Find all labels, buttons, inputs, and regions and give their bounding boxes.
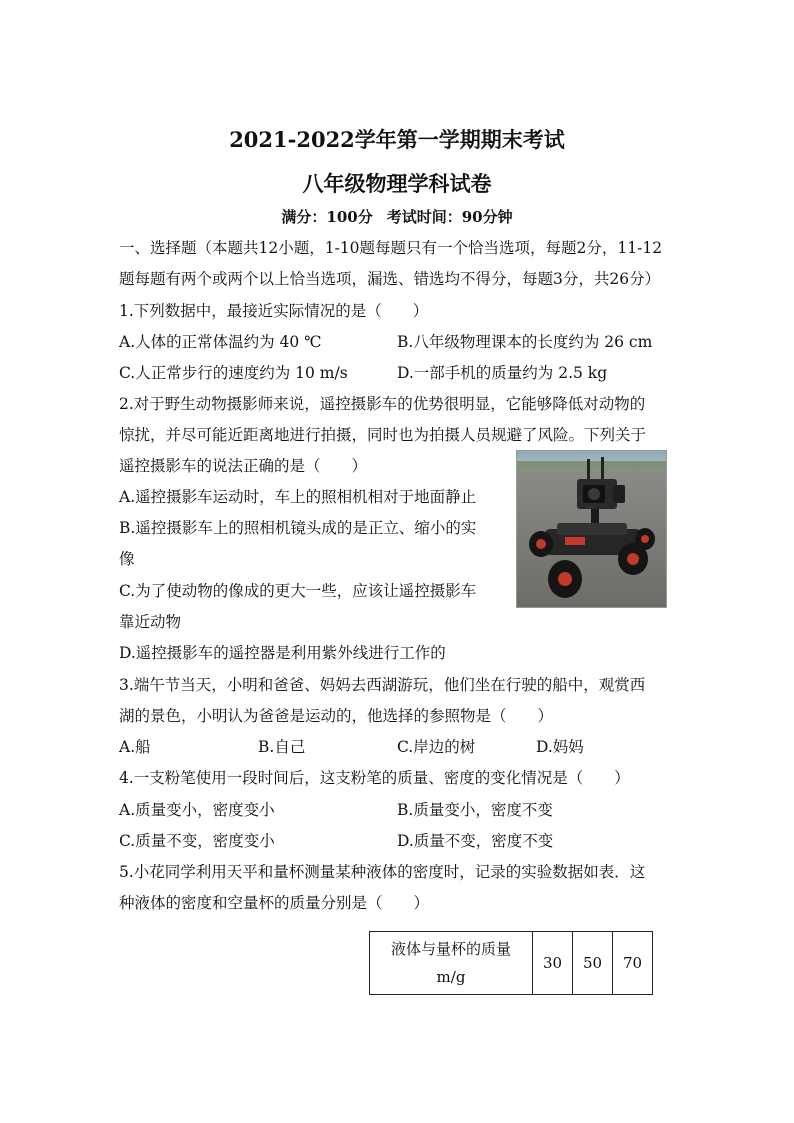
q5-stem-line1: 5.小花同学利用天平和量杯测量某种液体的密度时，记录的实验数据如表．这 [119,863,646,881]
q2-option-a: A.遥控摄影车运动时，车上的照相机相对于地面静止 [119,488,477,506]
exam-info [0,206,794,227]
q2-option-b-line2: 像 [119,550,135,568]
q1-option-c: C.人正常步行的速度约为 10 m/s [119,364,348,382]
table-row [370,932,653,995]
exam-subtitle: 八年级物理学科试卷 [302,171,492,196]
q1-stem: 1.下列数据中，最接近实际情况的是（ ） [119,302,429,320]
q5-stem-line2: 种液体的密度和空量杯的质量分别是（ ） [119,894,430,912]
experiment-data-table [369,931,653,995]
camera-car-photo [516,450,667,608]
q2-stem-line2: 惊扰，并尽可能近距离地进行拍摄，同时也为拍摄人员规避了风险。下列关于 [119,426,647,444]
q1-option-b: B.八年级物理课本的长度约为 26 cm [397,333,653,351]
table-cell: 50 [573,932,613,995]
q2-option-d: D.遥控摄影车的遥控器是利用紫外线进行工作的 [119,644,446,662]
table-header-unit: m/g [436,968,466,986]
exam-title: 2021-2022学年第一学期期末考试 [229,127,565,152]
q1-option-d: D.一部手机的质量约为 2.5 kg [397,364,608,382]
table-cell: 70 [613,932,653,995]
q3-option-c: C.岸边的树 [397,738,476,756]
q2-stem-line3: 遥控摄影车的说法正确的是（ ） [119,457,368,475]
q3-option-a: A.船 [119,738,151,756]
q4-option-b: B.质量变小，密度不变 [397,801,553,819]
q3-stem-line2: 湖的景色，小明认为爸爸是运动的，他选择的参照物是（ ） [119,707,554,725]
q2-stem-line1: 2.对于野生动物摄影师来说，遥控摄影车的优势很明显，它能够降低对动物的 [119,395,646,413]
section-instructions-line1: 一、选择题（本题共12小题，1-10题每题只有一个恰当选项，每题2分，11-12 [119,239,663,257]
q4-stem: 4.一支粉笔使用一段时间后，这支粉笔的质量、密度的变化情况是（ ） [119,769,630,787]
q4-option-c: C.质量不变，密度变小 [119,832,275,850]
q2-option-c-line1: C.为了使动物的像成的更大一些，应该让遥控摄影车 [119,582,477,600]
q4-option-d: D.质量不变，密度不变 [397,832,554,850]
exam-duration: 考试时间：90分钟 [386,208,513,226]
full-score: 满分：100分 [281,208,373,226]
q1-option-a: A.人体的正常体温约为 40 ℃ [119,333,322,351]
table-cell: 30 [533,932,573,995]
q2-option-b-line1: B.遥控摄影车上的照相机镜头成的是正立、缩小的实 [119,519,477,537]
q2-option-c-line2: 靠近动物 [119,613,182,631]
table-header-cell [370,932,533,995]
q3-stem-line1: 3.端午节当天，小明和爸爸、妈妈去西湖游玩，他们坐在行驶的船中，观赏西 [119,676,646,694]
section-instructions-line2: 题每题有两个或两个以上恰当选项，漏选、错选均不得分，每题3分，共26分） [119,270,661,288]
q3-option-d: D.妈妈 [536,738,584,756]
q3-option-b: B.自己 [258,738,306,756]
table-header-label: 液体与量杯的质量 [390,940,511,958]
q4-option-a: A.质量变小，密度变小 [119,801,275,819]
